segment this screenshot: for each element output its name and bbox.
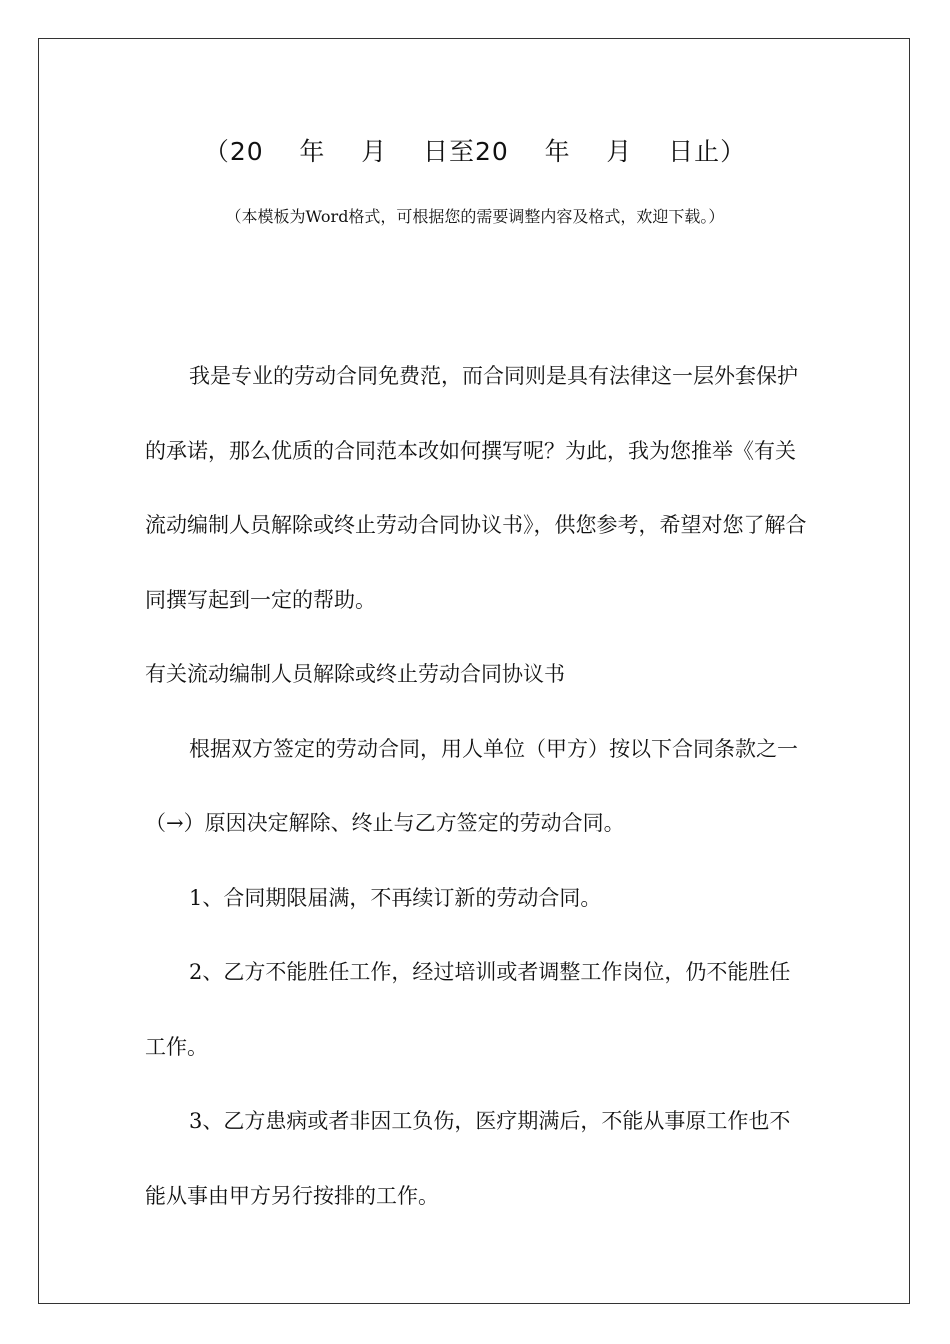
contract-period-line: （20 年 月 日至20 年 月 日止） (203, 137, 747, 166)
clause-item-3: 3、乙方患病或者非因工负伤，医疗期满后，不能从事原工作也不能从事由甲方另行按排的工作。 (145, 1109, 791, 1208)
document-body (145, 339, 810, 1233)
intro-paragraph: 我是专业的劳动合同免费范，而合同则是具有法律这一层外套保护的承诺，那么优质的合同范本改如何撰写呢？为此，我为您推举《有关流动编制人员解除或终止劳动合同协议书》，供您参考，希望对您了解合同撰写起到一定的帮助。 (145, 364, 807, 612)
document-title: 有关流动编制人员解除或终止劳动合同协议书 (145, 662, 565, 686)
reason-paragraph: 根据双方签定的劳动合同，用人单位（甲方）按以下合同条款之一（→）原因决定解除、终止与乙方签定的劳动合同。 (145, 736, 798, 835)
template-note: （本模板为Word格式，可根据您的需要调整内容及格式，欢迎下载。） (225, 207, 725, 226)
clause-item-1: 1、合同期限届满，不再续订新的劳动合同。 (189, 885, 602, 910)
clause-item-2: 2、乙方不能胜任工作，经过培训或者调整工作岗位，仍不能胜任工作。 (145, 960, 791, 1059)
